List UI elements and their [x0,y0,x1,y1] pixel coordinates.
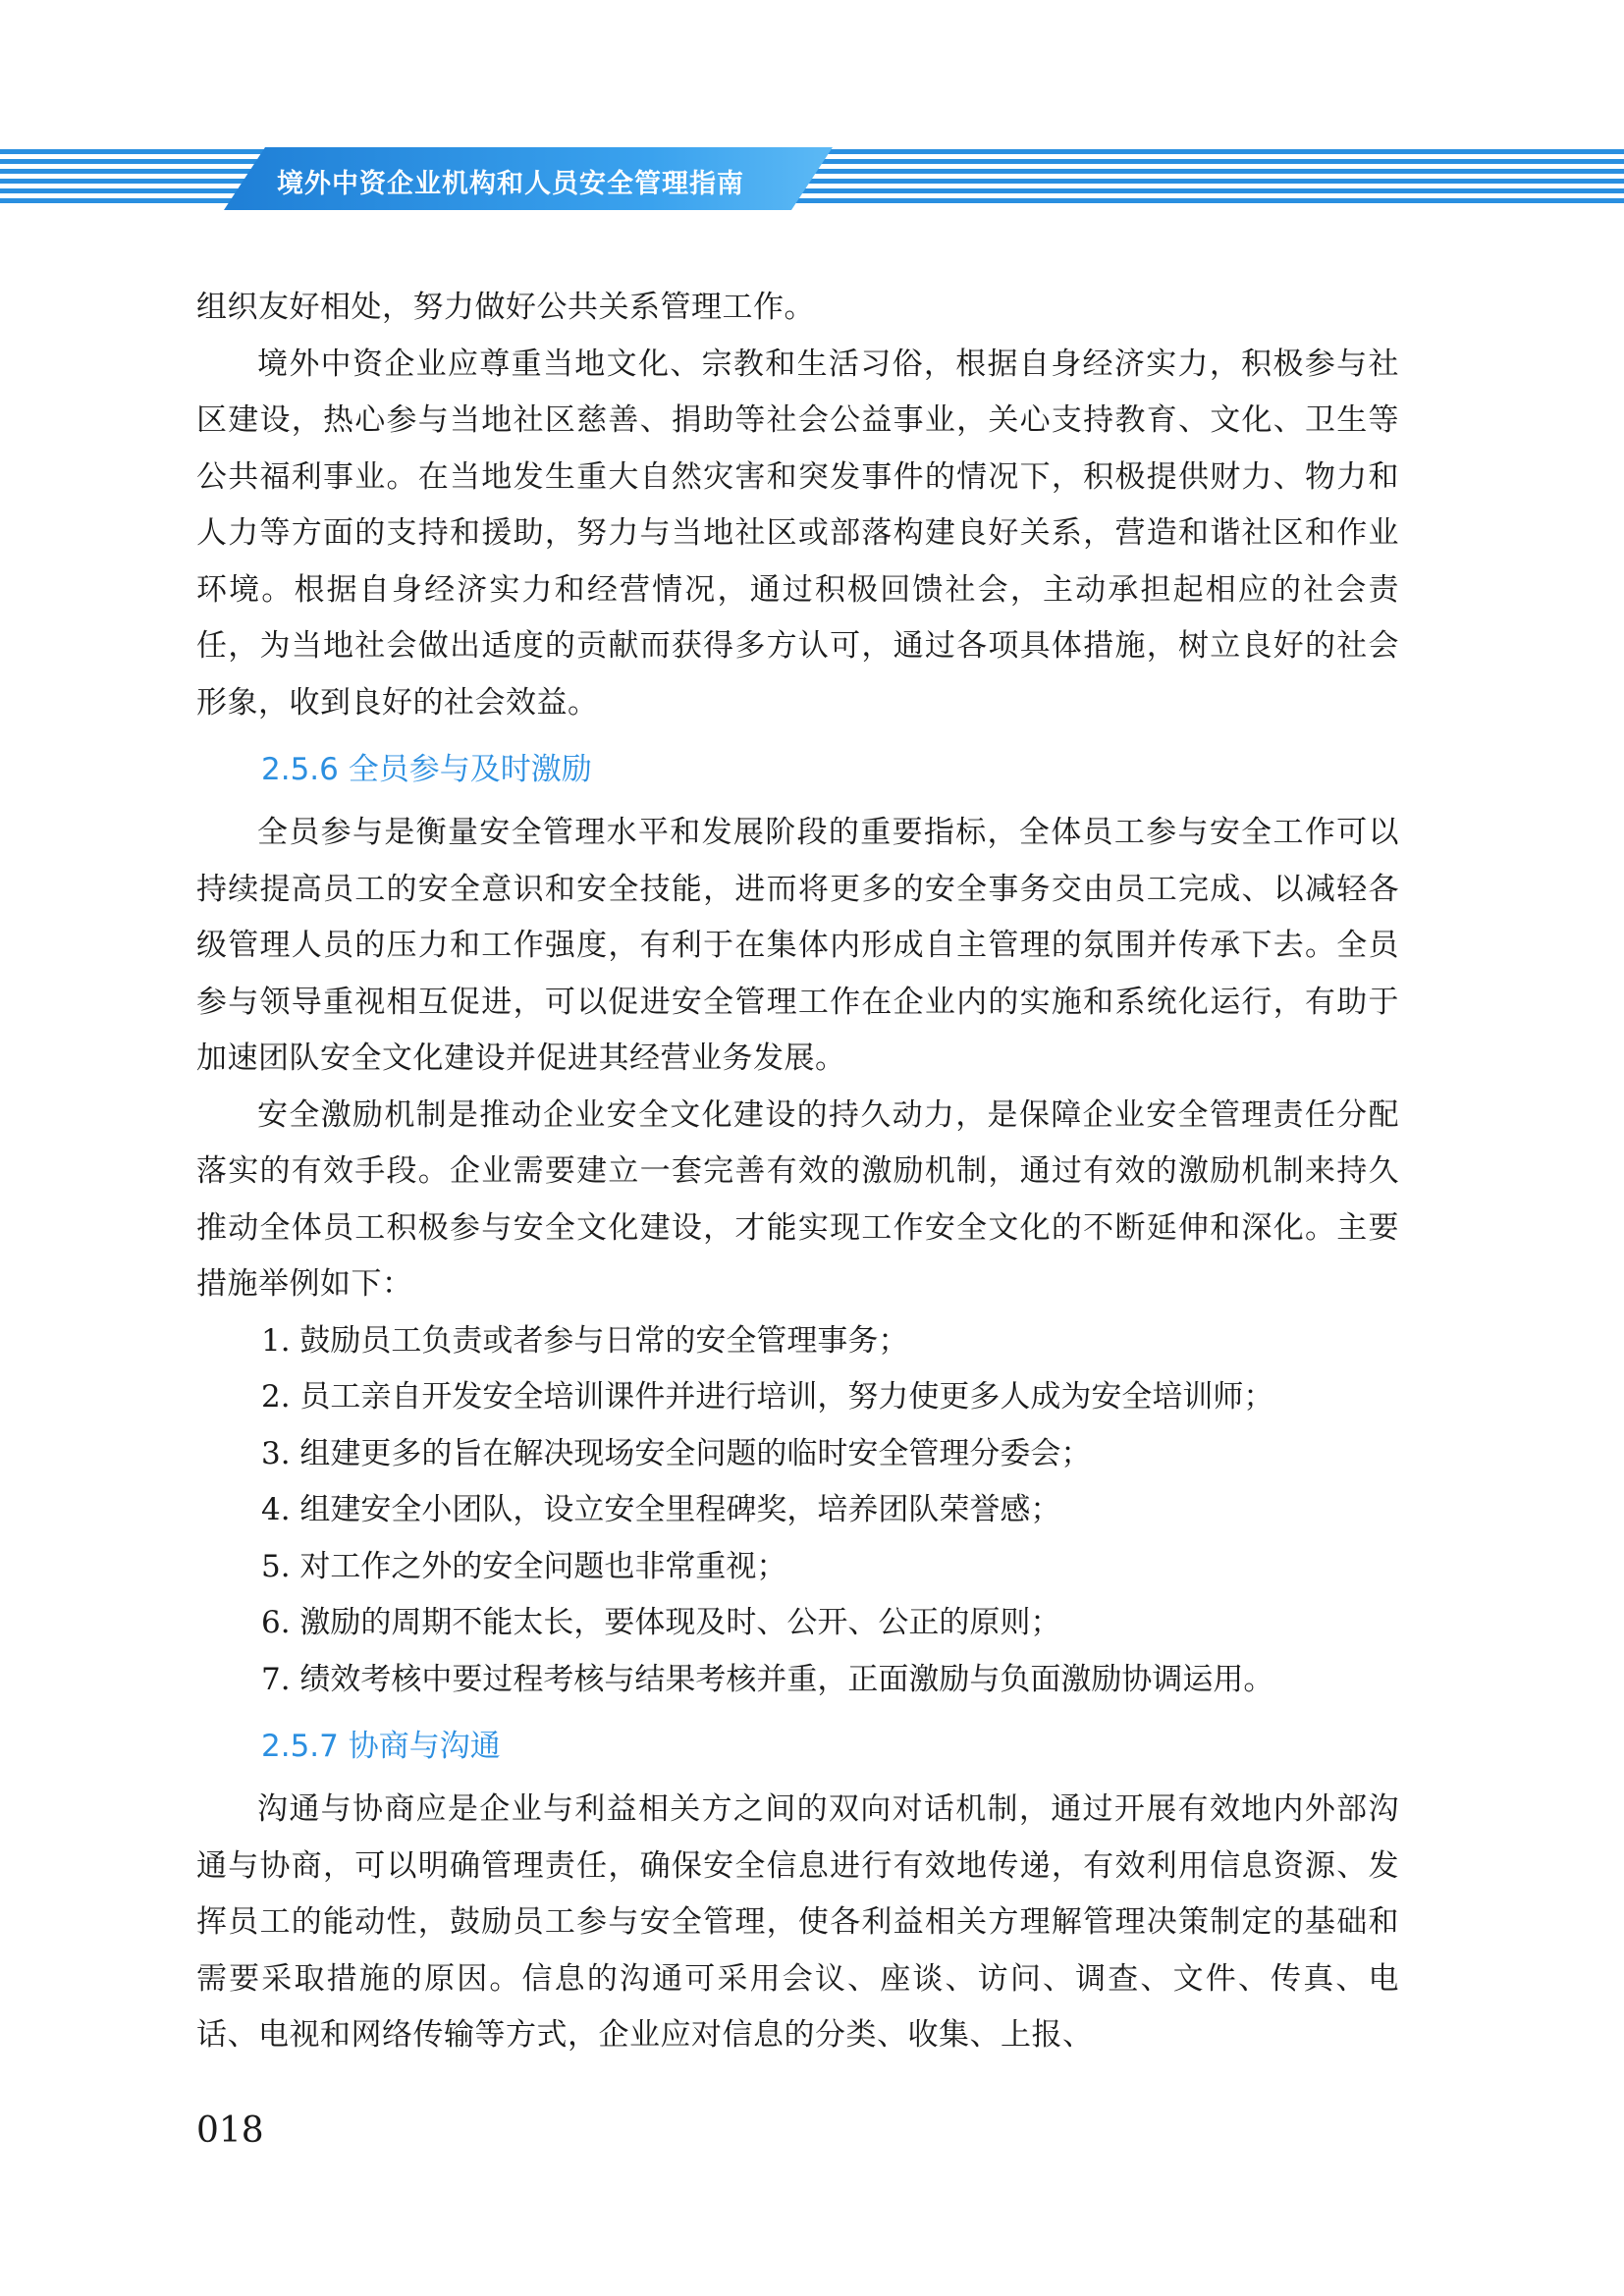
page-number: 018 [196,2110,264,2151]
paragraph: 全员参与是衡量安全管理水平和发展阶段的重要指标，全体员工参与安全工作可以持续提高员工的安全意识和安全技能，进而将更多的安全事务交由员工完成、以减轻各级管理人员的压力和工作强度，有利于在集体内形成自主管理的氛围并传承下去。全员参与领导重视相互促进，可以促进安全管理工作在企业内的实施和系统化运行，有助于加速团队安全文化建设并促进其经营业务发展。 [196,815,1399,1076]
paragraph: 安全激励机制是推动企业安全文化建设的持久动力，是保障企业安全管理责任分配落实的有效手段。企业需要建立一套完善有效的激励机制，通过有效的激励机制来持久推动全体员工积极参与安全文化建设，才能实现工作安全文化的不断延伸和深化。主要措施举例如下： [196,1096,1399,1302]
list-item: 3. 组建更多的旨在解决现场安全问题的临时安全管理分委会； [261,1435,1092,1471]
list-item: 5. 对工作之外的安全问题也非常重视； [261,1548,787,1584]
paragraph: 境外中资企业应尊重当地文化、宗教和生活习俗，根据自身经济实力，积极参与社区建设，热心参与当地社区慈善、捐助等社会公益事业，关心支持教育、文化、卫生等公共福利事业。在当地发生重大自然灾害和突发事件的情况下，积极提供财力、物力和人力等方面的支持和援助，努力与当地社区或部落构建良好关系，营造和谐社区和作业环境。根据自身经济实力和经营情况，通过积极回馈社会，主动承担起相应的社会责任，为当地社会做出适度的贡献而获得多方认可，通过各项具体措施，树立良好的社会形象，收到良好的社会效益。 [196,346,1399,721]
list-item: 7. 绩效考核中要过程考核与结果考核并重，正面激励与负面激励协调运用。 [261,1661,1274,1697]
list-item: 6. 激励的周期不能太长，要体现及时、公开、公正的原则； [261,1605,1061,1640]
list-item: 1. 鼓励员工负责或者参与日常的安全管理事务； [261,1322,909,1359]
section-heading-2-5-7: 2.5.7 协商与沟通 [261,1729,501,1764]
paragraph-continuation: 组织友好相处，努力做好公共关系管理工作。 [196,290,815,325]
page-body [196,280,1399,2064]
list-item: 2. 员工亲自开发安全培训课件并进行培训，努力使更多人成为安全培训师； [261,1379,1274,1415]
paragraph: 沟通与协商应是企业与利益相关方之间的双向对话机制，通过开展有效地内外部沟通与协商，可以明确管理责任，确保安全信息进行有效地传递，有效利用信息资源、发挥员工的能动性，鼓励员工参与安全管理，使各利益相关方理解管理决策制定的基础和需要采取措施的原因。信息的沟通可采用会议、座谈、访问、调查、文件、传真、电话、电视和网络传输等方式，企业应对信息的分类、收集、上报、 [196,1791,1399,2053]
list-item: 4. 组建安全小团队，设立安全里程碑奖，培养团队荣誉感； [261,1492,1061,1527]
measures-list [196,1313,1399,1709]
section-heading-2-5-6: 2.5.6 全员参与及时激励 [261,752,592,787]
running-header-title: 境外中资企业机构和人员安全管理指南 [277,169,744,199]
